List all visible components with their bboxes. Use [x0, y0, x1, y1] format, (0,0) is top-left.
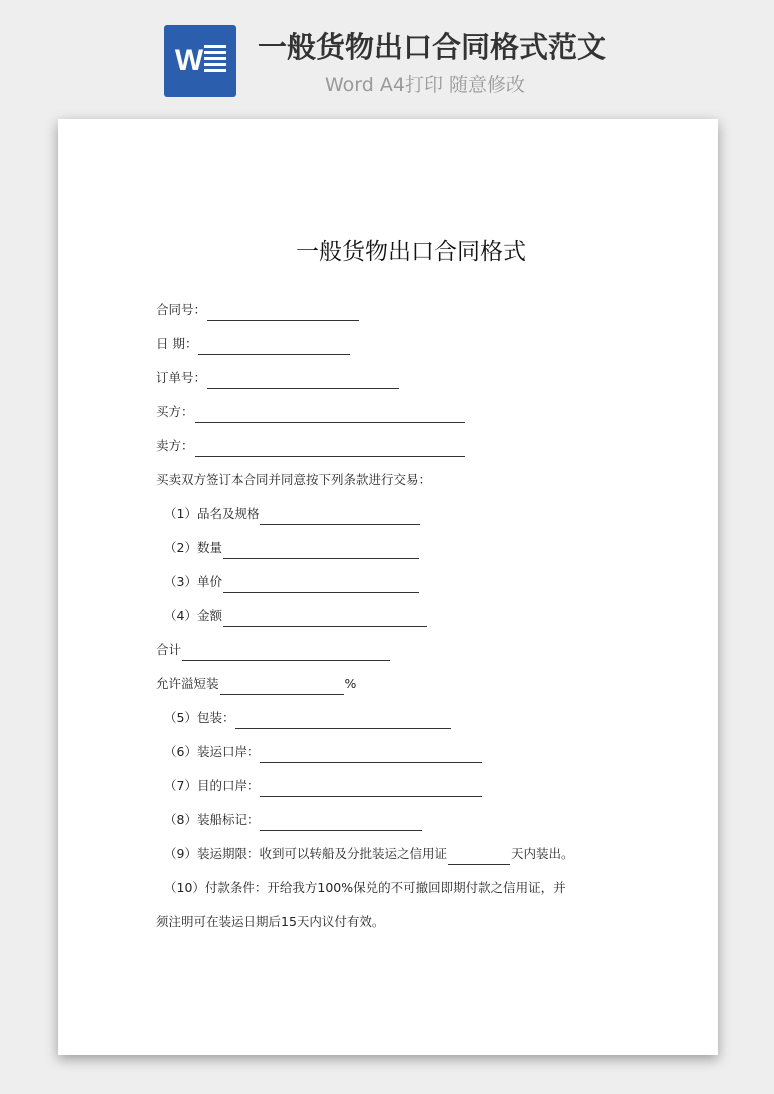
item5-blank: [235, 712, 451, 729]
item1-line: [164, 503, 421, 525]
document-title: 一般货物出口合同格式: [296, 239, 526, 265]
word-icon: [164, 25, 236, 97]
date-line: [156, 333, 351, 355]
order-no-label: 订单号：: [156, 370, 207, 385]
header-subtitle: Word A4打印 随意修改: [325, 74, 526, 96]
item6-line: [164, 741, 483, 763]
percent-sign: %: [344, 676, 357, 691]
item5-line: [164, 707, 452, 729]
item7-line: [164, 775, 483, 797]
item3-blank: [223, 576, 419, 593]
item9-blank: [448, 848, 510, 865]
document-page: [58, 119, 718, 1055]
date-label: 日 期：: [156, 336, 198, 351]
item1-blank: [260, 508, 420, 525]
item10-continuation: 须注明可在装运日期后15天内议付有效。: [156, 914, 385, 929]
seller-label: 卖方：: [156, 438, 194, 453]
item6-label: （6）装运口岸：: [164, 744, 260, 759]
buyer-label: 买方：: [156, 404, 194, 419]
item3-line: [164, 571, 420, 593]
overshort-line: [156, 673, 356, 695]
overshort-label: 允许溢短装: [156, 676, 219, 691]
contract-no-blank: [207, 304, 359, 321]
total-label: 合计: [156, 642, 182, 657]
overshort-blank: [220, 678, 344, 695]
intro-text: 买卖双方签订本合同并同意按下列条款进行交易：: [156, 472, 432, 487]
item7-blank: [260, 780, 482, 797]
order-no-blank: [207, 372, 399, 389]
item2-blank: [223, 542, 419, 559]
word-icon-lines: [204, 45, 226, 75]
header-title: 一般货物出口合同格式范文: [258, 30, 607, 64]
item9-text-b: 天内装出。: [510, 846, 574, 861]
total-line: [156, 639, 391, 661]
contract-no-line: [156, 299, 360, 321]
date-blank: [198, 338, 350, 355]
item6-blank: [260, 746, 482, 763]
item2-line: [164, 537, 420, 559]
item8-blank: [260, 814, 422, 831]
item5-label: （5）包装：: [164, 710, 235, 725]
item10-line: （10）付款条件：开给我方100%保兑的不可撤回即期付款之信用证，并: [164, 880, 566, 895]
item8-line: [164, 809, 423, 831]
item7-label: （7）目的口岸：: [164, 778, 260, 793]
item4-label: （4）金额: [164, 608, 222, 623]
word-icon-letter: W: [174, 44, 204, 77]
item3-label: （3）单价: [164, 574, 222, 589]
seller-blank: [195, 440, 465, 457]
seller-line: [156, 435, 466, 457]
buyer-blank: [195, 406, 465, 423]
item1-label: （1）品名及规格: [164, 506, 260, 521]
order-no-line: [156, 367, 400, 389]
contract-no-label: 合同号：: [156, 302, 207, 317]
buyer-line: [156, 401, 466, 423]
item4-blank: [223, 610, 427, 627]
item9-text-a: （9）装运期限：收到可以转船及分批装运之信用证: [164, 846, 447, 861]
item2-label: （2）数量: [164, 540, 222, 555]
item4-line: [164, 605, 428, 627]
page-header: [0, 0, 774, 110]
total-blank: [182, 644, 390, 661]
item9-line: [164, 843, 573, 865]
item8-label: （8）装船标记：: [164, 812, 260, 827]
